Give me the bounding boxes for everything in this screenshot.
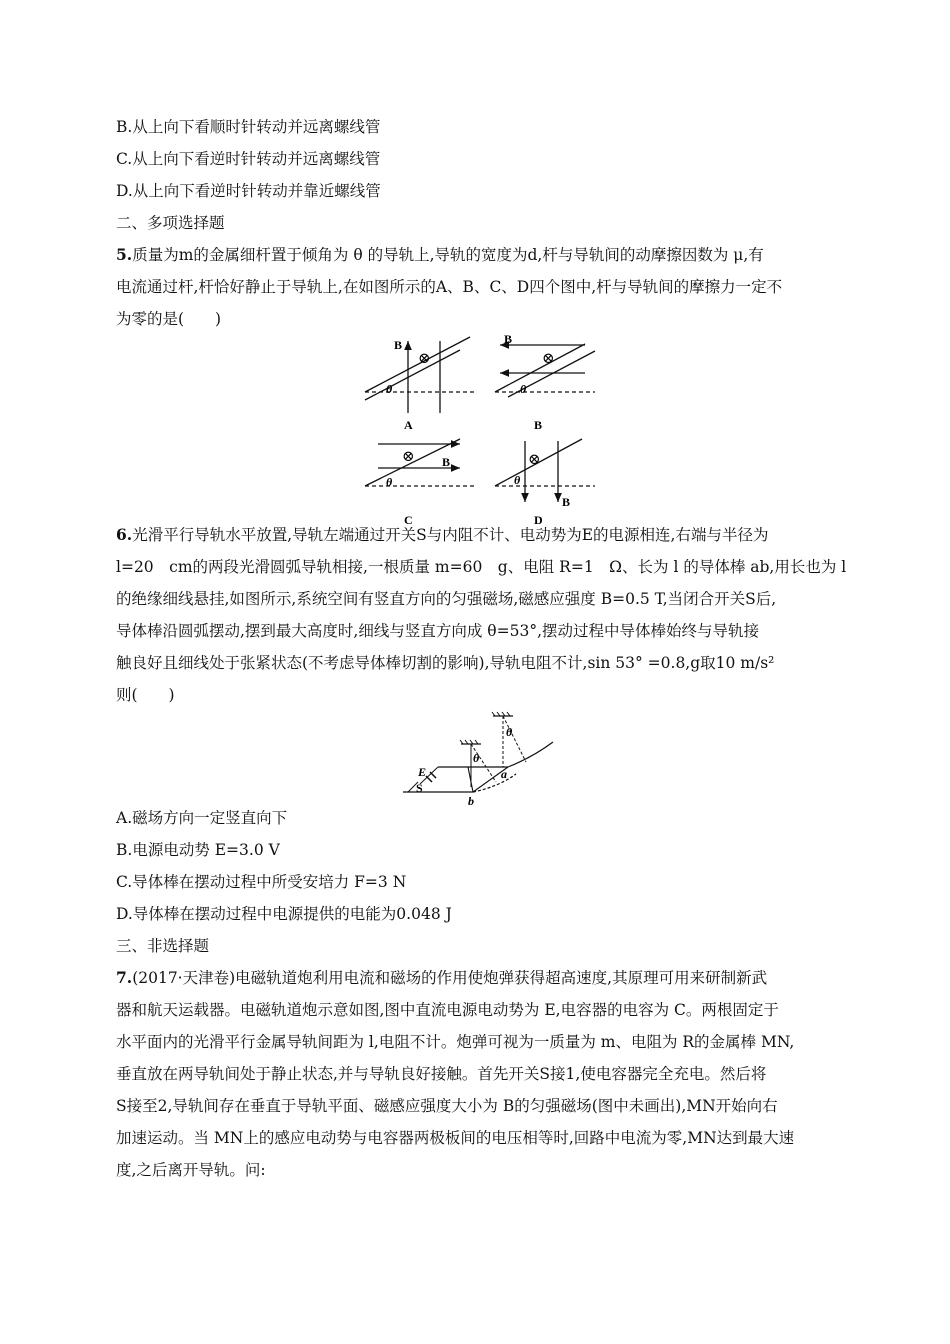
q5d-current-into-page-icon: ⊗	[528, 452, 541, 468]
q6-option-a: A.磁场方向一定竖直向下	[116, 809, 288, 827]
q6-line-5: 触良好且细线处于张紧状态(不考虑导体棒切割的影响),导轨电阻不计,sin 53° =0.8,g取10 m/s²	[116, 654, 775, 672]
q5c-caption: C	[404, 513, 413, 527]
q5b-theta: θ	[520, 382, 527, 396]
q5a-caption: A	[404, 418, 413, 432]
q7-line-3: 水平面内的光滑平行金属导轨间距为 l,电阻不计。炮弹可视为一质量为 m、电阻为 R的金属棒 MN,	[116, 1033, 795, 1051]
q5-text-1: 质量为m的金属细杆置于倾角为 θ 的导轨上,导轨的宽度为d,杆与导轨间的动摩擦因数为 μ,有	[132, 246, 764, 264]
q6-number: 6.	[116, 525, 133, 544]
q5-line-2: 电流通过杆,杆恰好静止于导轨上,在如图所示的A、B、C、D四个图中,杆与导轨间的摩擦力一定不	[116, 278, 783, 296]
q6-fig-a-label: a	[501, 767, 507, 781]
q7-line-4: 垂直放在两导轨间处于静止状态,并与导轨良好接触。首先开关S接1,使电容器完全充电。然后将	[116, 1065, 767, 1083]
q4-option-c: C.从上向下看逆时针转动并远离螺线管	[116, 150, 381, 168]
q6-fig-e-label: E	[418, 765, 427, 779]
q5-figure-d	[490, 436, 600, 526]
q7-line-7: 度,之后离开导轨。问:	[116, 1161, 266, 1179]
q6-option-c: C.导体棒在摆动过程中所受安培力 F=3 N	[116, 873, 407, 891]
q6-option-d: D.导体棒在摆动过程中电源提供的电能为0.048 J	[116, 905, 452, 923]
q5b-caption: B	[534, 418, 543, 432]
q6-line-1	[116, 525, 768, 545]
q5b-b-label: B	[504, 332, 513, 346]
section-heading-non-choice: 三、非选择题	[116, 937, 210, 955]
q7-line-6: 加速运动。当 MN上的感应电动势与电容器两极板间的电压相等时,回路中电流为零,MN达到最大速	[116, 1129, 795, 1147]
q5-figure-c	[360, 436, 480, 526]
q7-line-5: S接至2,导轨间存在垂直于导轨平面、磁感应强度大小为 B的匀强磁场(图中未画出),MN开始向右	[116, 1097, 778, 1115]
q6-line-3: 的绝缘细线悬挂,如图所示,系统空间有竖直方向的匀强磁场,磁感应强度 B=0.5 T,当闭合开关S后,	[116, 590, 777, 608]
q7-text-1: (2017·天津卷)电磁轨道炮利用电流和磁场的作用使炮弹获得超高速度,其原理可用来研制新武	[132, 969, 768, 987]
q5d-b-label: B	[562, 495, 571, 509]
q5d-caption: D	[534, 513, 543, 527]
q5-line-1	[116, 245, 764, 265]
q5a-current-into-page-icon: ⊗	[418, 351, 431, 367]
q7-line-1	[116, 968, 767, 988]
q7-line-2: 器和航天运载器。电磁轨道炮示意如图,图中直流电源电动势为 E,电容器的电容为 C。两根固定于	[116, 1001, 779, 1019]
q6-line-2: l=20 cm的两段光滑圆弧导轨相接,一根质量 m=60 g、电阻 R=1 Ω、长为 l 的导体棒 ab,用长也为 l	[116, 558, 847, 576]
q7-number: 7.	[116, 968, 133, 987]
q5a-theta: θ	[386, 382, 393, 396]
q4-option-d: D.从上向下看逆时针转动并靠近螺线管	[116, 182, 381, 200]
q5b-current-into-page-icon: ⊗	[542, 351, 555, 367]
q5d-theta: θ	[514, 473, 521, 487]
q5-number: 5.	[116, 245, 133, 264]
q6-text-1: 光滑平行导轨水平放置,导轨左端通过开关S与内阻不计、电动势为E的电源相连,右端与半径为	[132, 526, 769, 544]
q6-figure	[398, 712, 558, 807]
q6-line-4: 导体棒沿圆弧摆动,摆到最大高度时,细线与竖直方向成 θ=53°,摆动过程中导体棒始终与导轨接	[116, 622, 760, 640]
q5c-theta: θ	[386, 475, 393, 489]
q5a-b-label: B	[394, 338, 403, 352]
q5-figure-a	[360, 335, 480, 435]
section-heading-multiple-choice: 二、多项选择题	[116, 214, 225, 232]
q5c-b-label: B	[442, 455, 451, 469]
q6-option-b: B.电源电动势 E=3.0 V	[116, 841, 280, 859]
q5-line-3: 为零的是( )	[116, 310, 222, 328]
q6-fig-theta-1: θ	[473, 751, 480, 765]
q4-option-b: B.从上向下看顺时针转动并远离螺线管	[116, 118, 381, 136]
q6-fig-b-label: b	[468, 794, 474, 808]
q6-fig-theta-2: θ	[506, 725, 513, 739]
q5c-current-into-page-icon: ⊗	[402, 449, 415, 465]
q5-figure-b	[490, 332, 600, 435]
q6-fig-s-label: S	[416, 781, 423, 795]
q6-line-6: 则( )	[116, 686, 175, 704]
